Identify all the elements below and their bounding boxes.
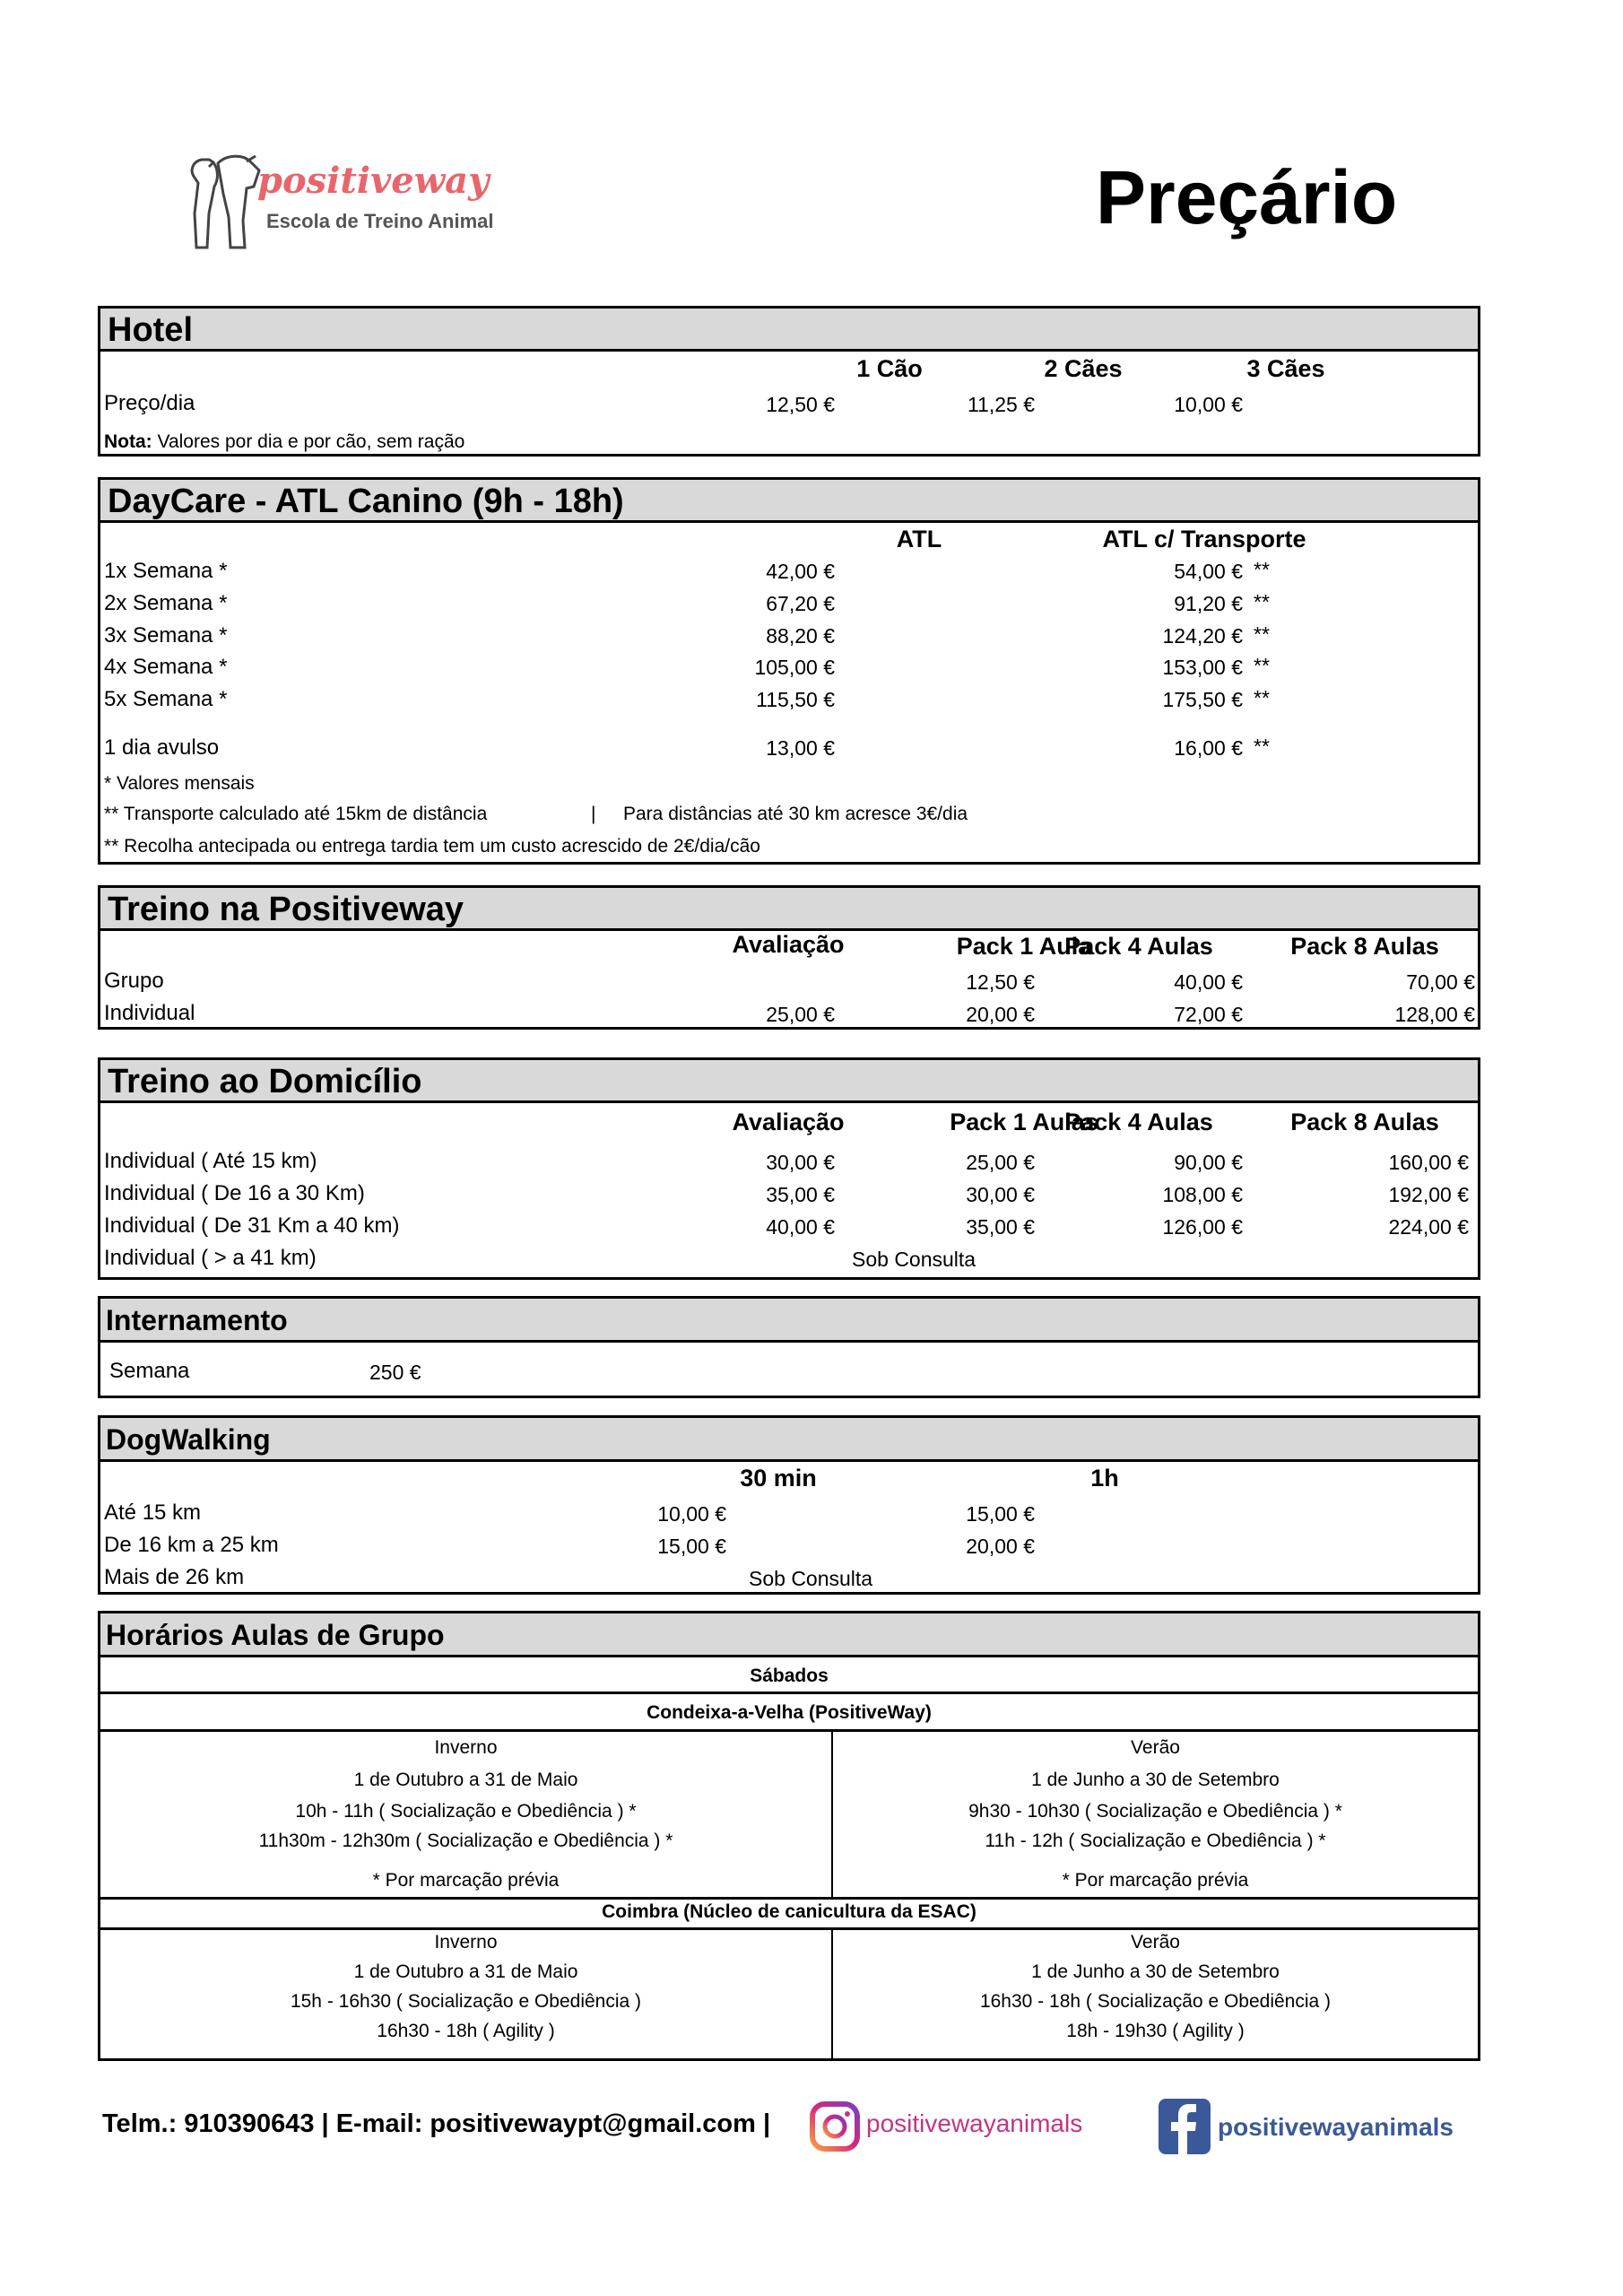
footnote: ** Recolha antecipada ou entrega tardia tem um custo acrescido de 2€/dia/cão [104, 836, 760, 857]
row-label: 1 dia avulso [104, 735, 220, 760]
page-title: Preçário [1096, 155, 1398, 239]
footnote-separator: | [591, 804, 596, 824]
column-header: Avaliação [732, 931, 845, 958]
row-label: Individual ( De 31 Km a 40 km) [104, 1213, 400, 1238]
schedule-line: 10h - 11h ( Socialização e Obediência ) * [295, 1801, 637, 1822]
hotel-section [98, 306, 1480, 457]
section-title: Horários Aulas de Grupo [106, 1619, 445, 1651]
price-cell: 224,00 € [1388, 1215, 1469, 1239]
column-header: ATL c/ Transporte [1102, 526, 1306, 552]
price-cell: 20,00 € [966, 1003, 1035, 1026]
brand-name: positiveway [257, 160, 490, 202]
schedule-note: * Por marcação prévia [1062, 1870, 1249, 1891]
price-cell: 40,00 € [1174, 970, 1243, 994]
column-header: ATL [896, 526, 942, 552]
column-header: Pack 1 Aula [956, 933, 1092, 960]
row-label: Individual ( > a 41 km) [104, 1246, 317, 1270]
column-header: 1h [1090, 1465, 1119, 1492]
price-cell: 16,00 € [1174, 736, 1243, 760]
column-header: Pack 8 Aulas [1290, 1109, 1439, 1135]
row-mark: ** [1254, 654, 1270, 677]
column-header: 3 Cães [1246, 355, 1325, 382]
price-cell: 10,00 € [657, 1502, 726, 1526]
row-label: Mais de 26 km [104, 1565, 245, 1589]
hotel-note [104, 430, 464, 455]
internamento-section [98, 1296, 1480, 1398]
price-cell: 11,25 € [967, 393, 1035, 416]
price-cell: 20,00 € [966, 1535, 1035, 1558]
schedule-line: 11h30m - 12h30m ( Socialização e Obediência ) * [258, 1831, 673, 1851]
price-cell: 91,20 € [1174, 592, 1243, 615]
price-cell: 15,00 € [657, 1535, 726, 1558]
price-cell: 10,00 € [1174, 393, 1243, 416]
price-cell: 15,00 € [966, 1502, 1035, 1526]
price-cell: 35,00 € [766, 1183, 835, 1206]
row-label: Semana [109, 1359, 190, 1383]
column-header: Pack 4 Aulas [1064, 933, 1213, 960]
season-period: 1 de Outubro a 31 de Maio [353, 1770, 578, 1790]
row-label: Preço/dia [104, 391, 195, 415]
row-mark: ** [1254, 686, 1270, 709]
row-label: Individual ( De 16 a 30 Km) [104, 1181, 365, 1205]
facebook-icon [1157, 2097, 1212, 2156]
price-cell: 54,00 € [1174, 560, 1243, 583]
logo [184, 151, 507, 254]
contact-line: Telm.: 910390643 | E-mail: positivewaypt@gmail.com | [102, 2109, 771, 2138]
instagram-link[interactable] [809, 2097, 1203, 2156]
brand-tagline: Escola de Treino Animal [266, 210, 494, 232]
price-cell: 12,50 € [766, 393, 835, 416]
schedule-line: 11h - 12h ( Socialização e Obediência ) * [985, 1831, 1326, 1851]
season-label: Inverno [434, 1737, 498, 1758]
price-cell: 124,20 € [1162, 624, 1243, 648]
section-title: Internamento [106, 1304, 288, 1336]
location-name: Condeixa-a-Velha (PositiveWay) [647, 1702, 932, 1723]
column-header: Pack 4 Aulas [1064, 1109, 1213, 1135]
price-cell: 88,20 € [766, 624, 835, 648]
consult-cell: Sob Consulta [749, 1567, 873, 1590]
column-header: Avaliação [732, 1109, 845, 1135]
consult-cell: Sob Consulta [852, 1248, 976, 1271]
section-title: DayCare - ATL Canino (9h - 18h) [108, 483, 624, 520]
price-cell: 70,00 € [1406, 970, 1475, 994]
dogwalking-section [98, 1415, 1480, 1595]
note-label: Nota: [104, 431, 152, 452]
row-label: 2x Semana * [104, 591, 228, 615]
schedule-note: * Por marcação prévia [372, 1870, 560, 1891]
price-cell: 13,00 € [766, 736, 835, 760]
season-period: 1 de Junho a 30 de Setembro [1031, 1770, 1280, 1790]
price-cell: 90,00 € [1174, 1151, 1243, 1174]
price-cell: 35,00 € [966, 1215, 1035, 1239]
daycare-section [98, 477, 1480, 865]
price-cell: 192,00 € [1388, 1183, 1469, 1206]
price-cell: 250 € [369, 1361, 421, 1384]
price-cell: 25,00 € [766, 1003, 835, 1026]
price-cell: 25,00 € [966, 1151, 1035, 1174]
row-label: De 16 km a 25 km [104, 1533, 279, 1557]
row-label: Até 15 km [104, 1500, 202, 1525]
row-label: 1x Semana * [104, 559, 228, 583]
schedule-line: 15h - 16h30 ( Socialização e Obediência ) [290, 1991, 642, 2012]
note-text: Valores por dia e por cão, sem ração [157, 431, 465, 452]
row-mark: ** [1254, 735, 1270, 758]
price-cell: 175,50 € [1162, 688, 1243, 711]
row-mark: ** [1254, 558, 1270, 581]
row-label: 5x Semana * [104, 687, 228, 711]
price-cell: 128,00 € [1394, 1003, 1475, 1026]
schedule-line: 16h30 - 18h ( Agility ) [377, 2021, 555, 2041]
price-cell: 12,50 € [966, 970, 1035, 994]
schedule-line: 18h - 19h30 ( Agility ) [1066, 2021, 1245, 2041]
price-cell: 42,00 € [766, 560, 835, 583]
dog-cat-logo-icon [184, 151, 269, 254]
row-mark: ** [1254, 622, 1270, 646]
location-name: Coimbra (Núcleo de canicultura da ESAC) [602, 1901, 976, 1922]
treino-section [98, 885, 1480, 1030]
horarios-section [98, 1611, 1480, 2061]
price-cell: 105,00 € [754, 656, 835, 679]
row-label: Individual [104, 1001, 195, 1025]
schedule-line: 16h30 - 18h ( Socialização e Obediência ) [979, 1991, 1332, 2012]
season-period: 1 de Junho a 30 de Setembro [1031, 1961, 1280, 1982]
domicilio-section [98, 1057, 1480, 1280]
column-header: 30 min [740, 1465, 817, 1492]
price-cell: 108,00 € [1162, 1183, 1243, 1206]
row-mark: ** [1254, 590, 1270, 613]
column-header: Pack 8 Aulas [1290, 933, 1439, 960]
section-title: Hotel [108, 311, 193, 349]
row-label: Grupo [104, 969, 164, 993]
footnote: Para distâncias até 30 km acresce 3€/dia [623, 804, 968, 824]
column-header: 2 Cães [1044, 355, 1123, 382]
row-label: 3x Semana * [104, 623, 228, 648]
price-cell: 160,00 € [1388, 1151, 1469, 1174]
season-period: 1 de Outubro a 31 de Maio [353, 1961, 578, 1982]
price-cell: 30,00 € [766, 1151, 835, 1174]
footnote: ** Transporte calculado até 15km de distância [104, 804, 488, 824]
row-label: Individual ( Até 15 km) [104, 1149, 317, 1173]
day-label: Sábados [750, 1665, 829, 1686]
price-cell: 153,00 € [1162, 656, 1243, 679]
instagram-icon [809, 2100, 861, 2152]
price-cell: 67,20 € [766, 592, 835, 615]
facebook-handle: positivewayanimals [1218, 2113, 1454, 2141]
schedule-line: 9h30 - 10h30 ( Socialização e Obediência ) * [968, 1801, 1342, 1822]
facebook-link[interactable] [1157, 2097, 1501, 2160]
price-cell: 72,00 € [1174, 1003, 1243, 1026]
season-label: Verão [1131, 1932, 1180, 1952]
section-title: Treino na Positiveway [108, 891, 464, 928]
column-header: 1 Cão [856, 355, 923, 382]
section-title: DogWalking [106, 1423, 271, 1456]
season-label: Verão [1131, 1737, 1180, 1758]
footnote: * Valores mensais [104, 773, 255, 794]
instagram-handle: positivewayanimals [866, 2109, 1083, 2137]
section-title: Treino ao Domicílio [108, 1063, 422, 1100]
price-cell: 115,50 € [756, 688, 835, 711]
price-cell: 30,00 € [966, 1183, 1035, 1206]
row-label: 4x Semana * [104, 655, 228, 679]
column-header: Pack 1 Aulas [950, 1109, 1098, 1135]
price-cell: 40,00 € [766, 1215, 835, 1239]
season-label: Inverno [434, 1932, 498, 1952]
price-cell: 126,00 € [1162, 1215, 1243, 1239]
footer [102, 2090, 1501, 2161]
